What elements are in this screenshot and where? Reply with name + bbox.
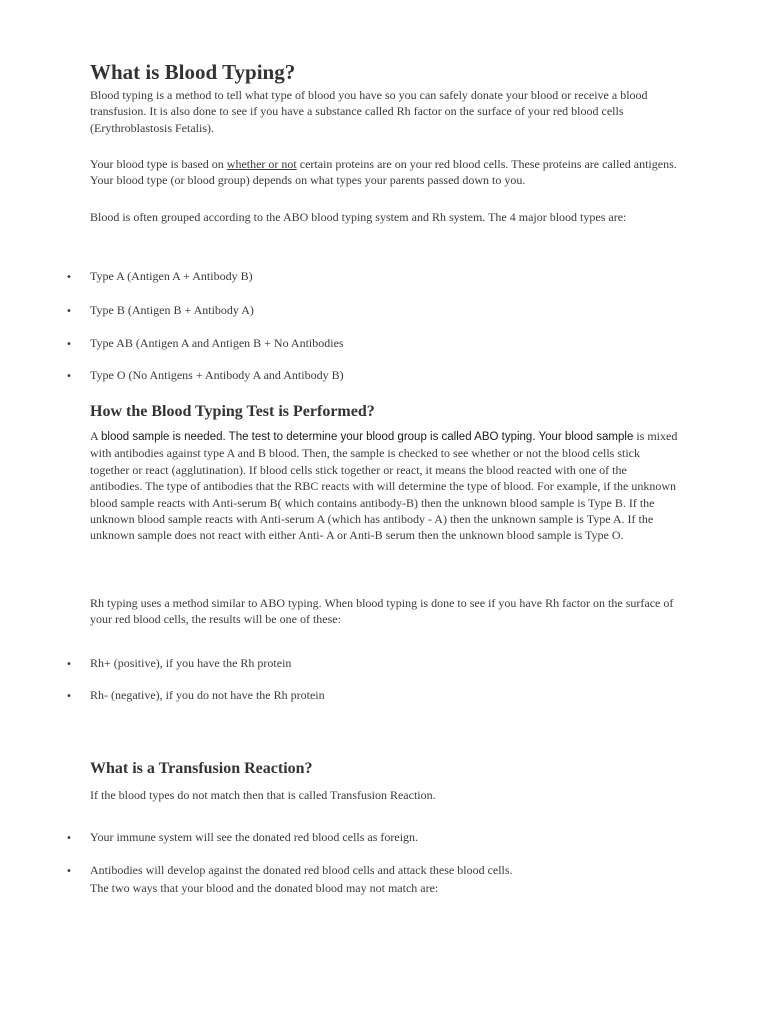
list-item-text: Type A (Antigen A + Antibody B) bbox=[90, 269, 253, 283]
bullet-glyph: • bbox=[66, 371, 72, 382]
text-span: A bbox=[90, 429, 102, 443]
paragraph-rh-typing: Rh typing uses a method similar to ABO typing. When blood typing is done to see if you have Rh factor on the surface of your red blood cells, the results will be one of these: bbox=[90, 596, 674, 627]
list-item-text: Rh+ (positive), if you have the Rh protein bbox=[90, 656, 292, 670]
heading-blood-typing-test: How the Blood Typing Test is Performed? bbox=[90, 403, 375, 420]
list-item bbox=[66, 829, 686, 847]
text-span: Your blood type is based on bbox=[90, 157, 227, 171]
paragraph-abo-grouping: Blood is often grouped according to the ABO blood typing system and Rh system. The 4 major blood types are: bbox=[90, 210, 627, 224]
list-item bbox=[66, 335, 686, 353]
bullet-glyph: • bbox=[66, 272, 72, 283]
bullet-glyph: • bbox=[66, 691, 72, 702]
paragraph-blood-type-basis bbox=[90, 156, 680, 189]
list-item-text: Your immune system will see the donated red blood cells as foreign. bbox=[90, 830, 419, 844]
underlined-text: whether or not bbox=[226, 157, 297, 171]
list-item-line: Antibodies will develop against the donated red blood cells and attack these blood cells. bbox=[90, 863, 513, 877]
bullet-glyph: • bbox=[66, 339, 72, 350]
list-item bbox=[66, 268, 686, 286]
list-item-text: Type AB (Antigen A and Antigen B + No Antibodies bbox=[90, 336, 344, 350]
list-item-continuation: The two ways that your blood and the donated blood may not match are: bbox=[90, 881, 439, 895]
bullet-glyph: • bbox=[66, 306, 72, 317]
list-item-text: Type B (Antigen B + Antibody A) bbox=[90, 303, 254, 317]
list-item-text: Rh- (negative), if you do not have the Rh protein bbox=[90, 688, 325, 702]
list-item bbox=[66, 655, 686, 673]
paragraph-test-procedure bbox=[90, 428, 680, 544]
text-span: certain proteins are on your red blood cells. These proteins are called antigens. Your blood type (or blood group) depends on what types your parents passed down to you. bbox=[90, 157, 677, 188]
paragraph-blood-typing-intro: Blood typing is a method to tell what type of blood you have so you can safely donate your blood or receive a blood transfusion. It is also done to see if you have a substance called Rh factor on the surface of your red blood cells (Erythroblastosis Fetalis). bbox=[90, 88, 648, 135]
list-item bbox=[66, 687, 686, 705]
list-item-text bbox=[90, 862, 513, 878]
list-item bbox=[66, 862, 686, 896]
bullet-glyph: • bbox=[66, 659, 72, 670]
paragraph-transfusion-definition: If the blood types do not match then that is called Transfusion Reaction. bbox=[90, 788, 436, 802]
heading-transfusion-reaction: What is a Transfusion Reaction? bbox=[90, 760, 313, 777]
list-item bbox=[66, 302, 686, 320]
list-item-text: Type O (No Antigens + Antibody A and Antibody B) bbox=[90, 368, 344, 382]
bullet-glyph: • bbox=[66, 866, 72, 877]
highlighted-text: blood sample is needed. The test to determine your blood group is called ABO typing. Your blood sample bbox=[101, 431, 634, 443]
text-span: is mixed with antibodies against type A and B blood. Then, the sample is checked to see whether or not the blood cells stick together or react (agglutination). If blood cells stick together or react, it means the blood reacted with one of the antibodies. The type of antibodies that the RBC reacts with will determine the type of blood. For example, if the unknown blood sample reacts with Anti-serum B( which contains antibody-B) then the unknown blood sample is Type B. If the unknown blood sample reacts with Anti-serum A (which has antibody - A) then the unknown sample is Type A. If the unknown sample does not react with either Anti- A or Anti-B serum then the unknown blood sample is Type O. bbox=[90, 429, 678, 543]
bullet-glyph: • bbox=[66, 833, 72, 844]
heading-what-is-blood-typing: What is Blood Typing? bbox=[90, 60, 296, 84]
list-item bbox=[66, 367, 686, 385]
